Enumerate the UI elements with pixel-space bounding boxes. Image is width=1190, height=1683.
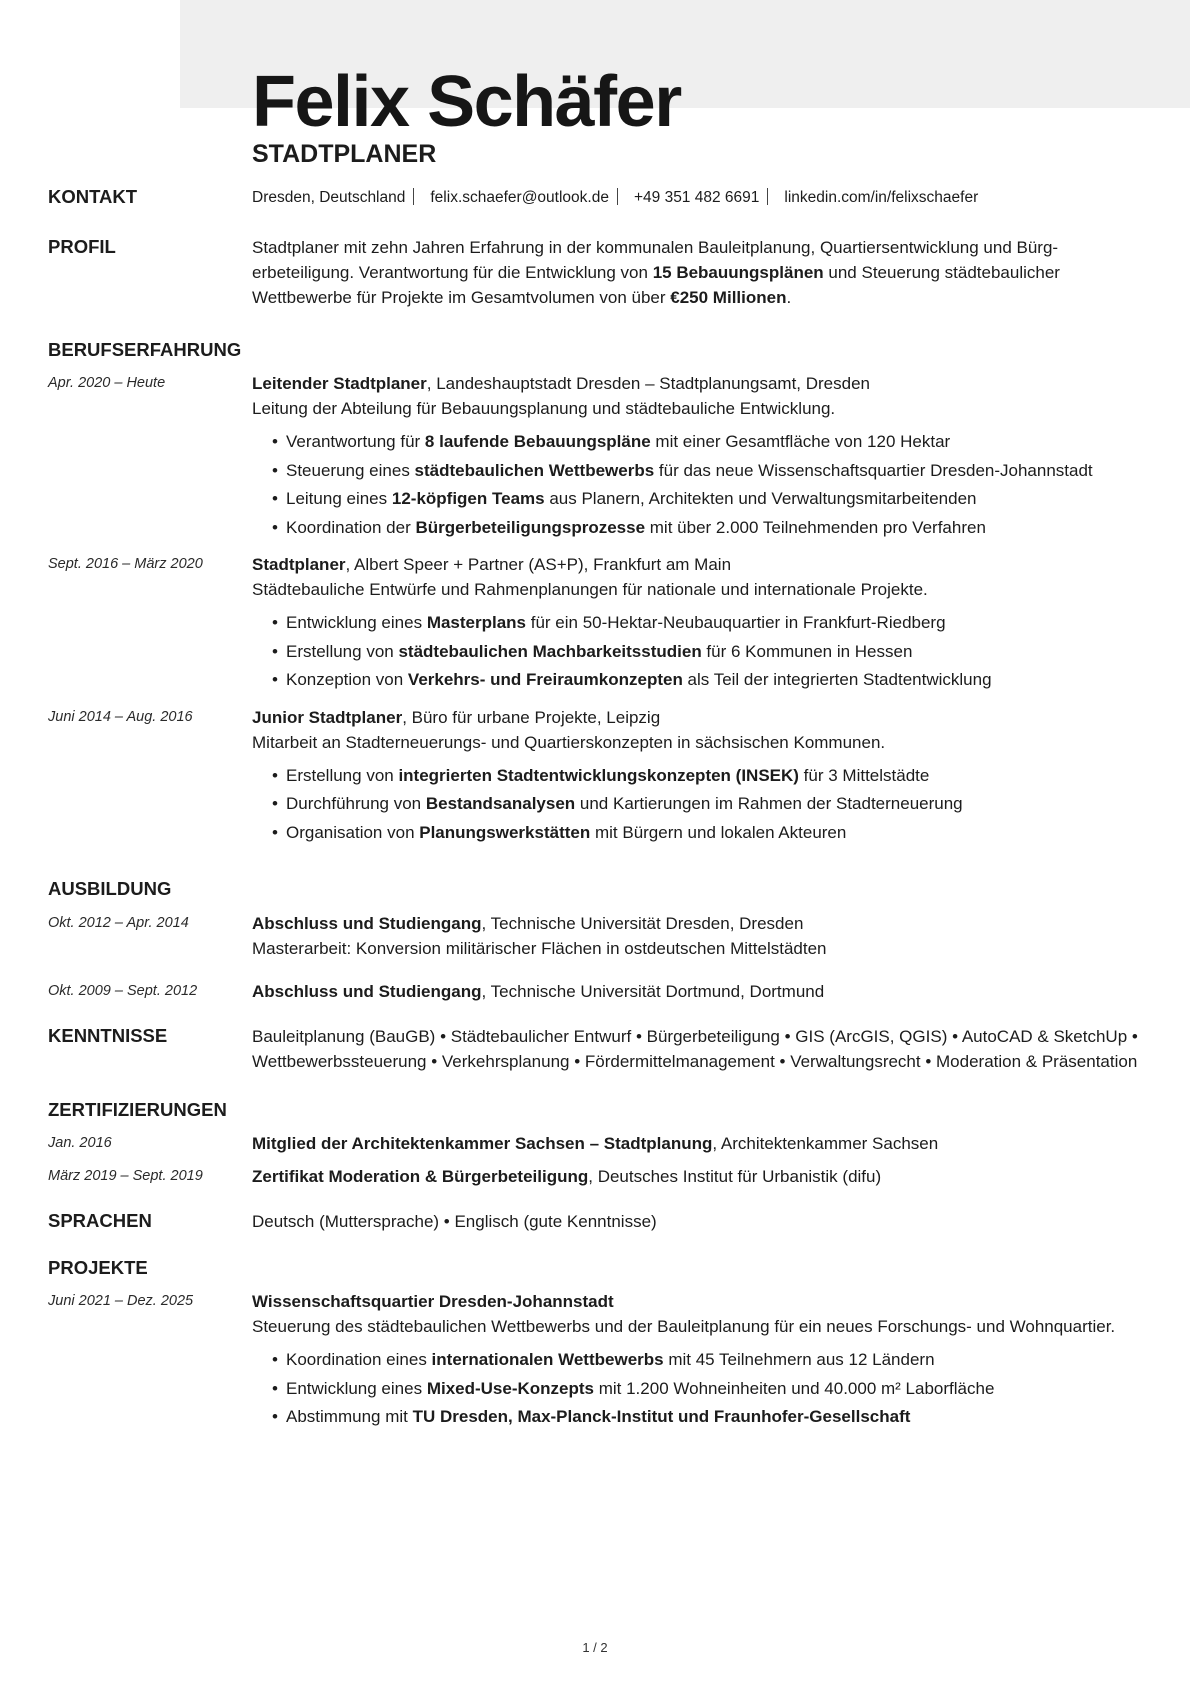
entry-headline bbox=[252, 371, 1148, 396]
employer: , Landeshauptstadt Dresden – Stadtplanungsamt, Dresden bbox=[426, 374, 871, 393]
education-entry bbox=[48, 979, 1148, 1004]
achievement-item: • Abstimmung mit TU Dresden, Max-Planck-Institut und Fraunhofer-Gesellschaft bbox=[272, 1403, 1148, 1432]
achievement-item: • Erstellung von integrierten Stadtentwicklungskonzepten (INSEK) für 3 Mittelstädte bbox=[272, 762, 1148, 791]
section-heading-contact: KONTAKT bbox=[48, 186, 138, 207]
job-title: Leitender Stadtplaner bbox=[252, 374, 427, 393]
achievement-item: • Durchführung von Bestandsanalysen und Kartierungen im Rahmen der Stadterneuerung bbox=[272, 790, 1148, 819]
section-heading-experience: BERUFSERFAHRUNG bbox=[48, 339, 242, 360]
entry-date: Apr. 2020 – Heute bbox=[48, 375, 166, 391]
contact-section bbox=[48, 185, 1148, 210]
entry-date: März 2019 – Sept. 2019 bbox=[48, 1168, 203, 1184]
achievement-item: • Entwicklung eines Masterplans für ein 50-Hektar-Neubauquartier in Frankfurt-Riedberg bbox=[272, 609, 1148, 638]
section-heading-languages: SPRACHEN bbox=[48, 1210, 152, 1231]
degree-title: Abschluss und Studiengang bbox=[252, 982, 482, 1001]
certification-issuer: , Deutsches Institut für Urbanistik (difu) bbox=[588, 1167, 882, 1186]
contact-separator bbox=[413, 188, 414, 205]
profile-highlight: €250 Millionen bbox=[670, 288, 787, 307]
resume-content bbox=[48, 185, 1148, 1432]
entry-date: Juni 2014 – Aug. 2016 bbox=[48, 708, 193, 725]
achievement-list bbox=[252, 1346, 1148, 1432]
entry-description: Städtebauliche Entwürfe und Rahmenplanungen für nationale und internationale Projekte. bbox=[252, 580, 928, 599]
employer: , Büro für urbane Projekte, Leipzig bbox=[402, 707, 661, 727]
contact-phone[interactable]: +49 351 482 6691 bbox=[633, 189, 760, 206]
section-heading-education: AUSBILDUNG bbox=[48, 878, 172, 899]
page-number: 1 / 2 bbox=[582, 1640, 608, 1655]
achievement-item: • Konzeption von Verkehrs- und Freiraumkonzepten als Teil der integrierten Stadtentwicklung bbox=[272, 666, 1148, 695]
entry-headline bbox=[252, 911, 1148, 936]
certification-entry bbox=[48, 1164, 1148, 1189]
achievement-item: • Organisation von Planungswerkstätten mit Bürgern und lokalen Akteuren bbox=[272, 819, 1148, 848]
achievement-list bbox=[252, 428, 1148, 542]
entry-date: Okt. 2012 – Apr. 2014 bbox=[48, 915, 189, 931]
achievement-item: • Entwicklung eines Mixed-Use-Konzepts mit 1.200 Wohneinheiten und 40.000 m² Laborfläche bbox=[272, 1375, 1148, 1404]
candidate-name: Felix Schäfer bbox=[252, 62, 681, 142]
entry-date: Okt. 2009 – Sept. 2012 bbox=[48, 983, 198, 999]
contact-separator bbox=[617, 188, 618, 205]
entry-description: Mitarbeit an Stadterneuerungs- und Quartierskonzepten in sächsischen Kommunen. bbox=[252, 732, 886, 752]
entry-description: Masterarbeit: Konversion militärischer Flächen in ostdeutschen Mittelstädten bbox=[252, 939, 827, 958]
achievement-item: • Steuerung eines städtebaulichen Wettbewerbs für das neue Wissenschaftsquartier Dresden-Johannstadt bbox=[272, 457, 1148, 486]
entry-headline bbox=[252, 705, 1148, 730]
achievement-item: • Koordination der Bürgerbeteiligungsprozesse mit über 2.000 Teilnehmenden pro Verfahren bbox=[272, 514, 1148, 543]
contact-line bbox=[252, 185, 1148, 210]
degree-title: Abschluss und Studiengang bbox=[252, 914, 482, 933]
institution: , Technische Universität Dortmund, Dortmund bbox=[481, 982, 825, 1001]
contact-email[interactable]: felix.schaefer@outlook.de bbox=[430, 189, 609, 206]
job-title: Stadtplaner bbox=[252, 555, 346, 574]
entry-date: Jan. 2016 bbox=[48, 1135, 112, 1151]
section-heading-projects: PROJEKTE bbox=[48, 1257, 148, 1278]
contact-linkedin[interactable]: linkedin.com/in/felixschaefer bbox=[784, 189, 979, 206]
certification-title: Zertifikat Moderation & Bürgerbeteiligung bbox=[252, 1167, 589, 1186]
certification-title: Mitglied der Architektenkammer Sachsen – Stadtplanung bbox=[252, 1134, 713, 1153]
institution: , Technische Universität Dresden, Dresden bbox=[481, 914, 804, 933]
achievement-item: • Leitung eines 12-köpfigen Teams aus Planern, Architekten und Verwaltungsmitarbeitenden bbox=[272, 485, 1148, 514]
achievement-item: • Koordination eines internationalen Wettbewerbs mit 45 Teilnehmern aus 12 Ländern bbox=[272, 1346, 1148, 1375]
skills-list: Bauleitplanung (BauGB) • Städtebaulicher Entwurf • Bürgerbeteiligung • GIS (ArcGIS, QGIS) • AutoCAD & SketchUp • Wettbewerbssteuerung • Verkehrsplanung • Fördermittelmanagement • Verwaltungsrecht • Moderation & Präsentation bbox=[252, 1027, 1138, 1071]
entry-description: Leitung der Abteilung für Bebauungsplanung und städtebauliche Entwicklung. bbox=[252, 399, 836, 418]
achievement-item: • Verantwortung für 8 laufende Bebauungspläne mit einer Gesamtfläche von 120 Hektar bbox=[272, 428, 1148, 457]
profile-highlight: 15 Bebauungsplänen bbox=[652, 263, 824, 282]
profile-section bbox=[48, 235, 1148, 310]
contact-location: Dresden, Deutschland bbox=[252, 189, 406, 206]
entry-headline bbox=[252, 979, 1148, 1004]
experience-entry bbox=[48, 371, 1148, 542]
job-title: Junior Stadtplaner bbox=[252, 707, 403, 727]
contact-separator bbox=[767, 188, 768, 205]
languages-section bbox=[48, 1209, 1148, 1234]
entry-description: Steuerung des städtebaulichen Wettbewerbs und der Bauleitplanung für ein neues Forschungs- und Wohnquartier. bbox=[252, 1317, 1116, 1336]
project-entry bbox=[48, 1289, 1148, 1432]
achievement-list bbox=[252, 762, 1148, 848]
achievement-item: • Erstellung von städtebaulichen Machbarkeitsstudien für 6 Kommunen in Hessen bbox=[272, 638, 1148, 667]
project-title: Wissenschaftsquartier Dresden-Johannstadt bbox=[252, 1292, 614, 1311]
experience-entry bbox=[48, 705, 1148, 848]
education-entry bbox=[48, 911, 1148, 961]
certification-entry bbox=[48, 1131, 1148, 1156]
candidate-role: STADTPLANER bbox=[252, 140, 437, 168]
certification-issuer: , Architektenkammer Sachsen bbox=[712, 1134, 939, 1153]
experience-entry bbox=[48, 552, 1148, 695]
achievement-list bbox=[252, 609, 1148, 695]
profile-text bbox=[252, 235, 1148, 310]
skills-section bbox=[48, 1024, 1148, 1074]
section-heading-skills: KENNTNISSE bbox=[48, 1025, 168, 1046]
profile-text-part: Stadtplaner mit zehn Jahren Erfahrung in der kommunalen Bauleitplanung, Quartiersentwicklung und Bürgerbeteiligung. Verantwortung für die Entwicklung von bbox=[252, 238, 1059, 282]
entry-date: Juni 2021 – Dez. 2025 bbox=[48, 1293, 194, 1309]
employer: , Albert Speer + Partner (AS+P), Frankfurt am Main bbox=[345, 555, 732, 574]
profile-text-part: und Steuerung städtebaulicher Wettbewerbe für Projekte im Gesamtvolumen von über bbox=[252, 263, 1060, 307]
section-heading-profile: PROFIL bbox=[48, 236, 116, 257]
entry-date: Sept. 2016 – März 2020 bbox=[48, 556, 203, 572]
languages-list: Deutsch (Muttersprache) • Englisch (gute Kenntnisse) bbox=[252, 1212, 657, 1231]
section-heading-certifications: ZERTIFIZIERUNGEN bbox=[48, 1099, 227, 1120]
entry-headline bbox=[252, 552, 1148, 577]
profile-text-part: . bbox=[786, 288, 792, 307]
